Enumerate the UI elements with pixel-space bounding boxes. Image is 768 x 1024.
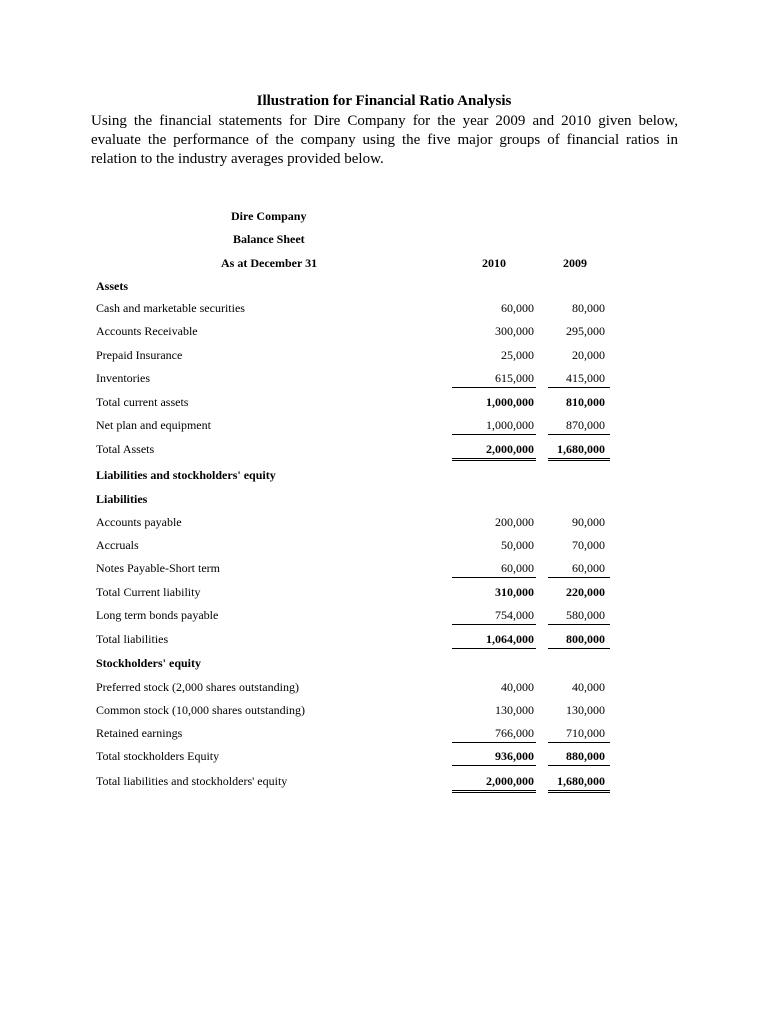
value-2009: 1,680,000 xyxy=(557,442,605,456)
cell-2010 xyxy=(452,299,536,317)
cell-2010 xyxy=(452,440,536,461)
row-label: Total stockholders Equity xyxy=(96,749,220,763)
year-header-2010: 2010 xyxy=(482,256,506,270)
value-2009: 20,000 xyxy=(572,348,605,362)
row-label: Retained earnings xyxy=(96,726,183,740)
value-2010: 40,000 xyxy=(501,680,534,694)
table-row xyxy=(0,536,768,554)
value-2009: 800,000 xyxy=(566,632,605,646)
cell-2009 xyxy=(548,630,610,649)
company-name: Dire Company xyxy=(231,209,307,223)
table-row xyxy=(0,513,768,531)
value-2010: 936,000 xyxy=(495,749,534,763)
table-row xyxy=(0,299,768,317)
cell-2010 xyxy=(452,772,536,793)
cell-2009 xyxy=(548,678,610,696)
cell-2010 xyxy=(452,536,536,554)
cell-2009 xyxy=(548,416,610,435)
table-row xyxy=(0,583,768,601)
value-2010: 310,000 xyxy=(495,585,534,599)
table-row xyxy=(0,416,768,434)
row-label: Notes Payable-Short term xyxy=(96,561,220,575)
value-2010: 130,000 xyxy=(495,703,534,717)
row-label: Prepaid Insurance xyxy=(96,348,183,362)
cell-2010 xyxy=(452,369,536,388)
cell-2010 xyxy=(452,513,536,531)
cell-2010 xyxy=(452,701,536,719)
cell-2010 xyxy=(452,747,536,766)
table-row xyxy=(0,369,768,387)
value-2010: 60,000 xyxy=(501,561,534,575)
table-row xyxy=(0,393,768,411)
cell-2010 xyxy=(452,393,536,411)
row-label: Net plan and equipment xyxy=(96,418,211,432)
table-row xyxy=(0,630,768,648)
value-2010: 50,000 xyxy=(501,538,534,552)
section-header-row xyxy=(0,654,768,672)
cell-2009 xyxy=(548,724,610,743)
value-2009: 580,000 xyxy=(566,608,605,622)
section-header-row xyxy=(0,277,768,295)
cell-2009 xyxy=(548,583,610,601)
row-label: Total liabilities and stockholders' equity xyxy=(96,774,288,788)
cell-2010 xyxy=(452,630,536,649)
value-2010: 754,000 xyxy=(495,608,534,622)
intro-paragraph: Using the financial statements for Dire Company for the year 2009 and 2010 given below, evaluate the performance of the company using the five major groups of financial ratios in relation to the industry averages provided below. xyxy=(91,113,678,167)
table-row xyxy=(0,606,768,624)
table-row xyxy=(0,678,768,696)
cell-2009 xyxy=(548,772,610,793)
value-2009: 80,000 xyxy=(572,301,605,315)
cell-2009 xyxy=(548,393,610,411)
cell-2010 xyxy=(452,322,536,340)
value-2010: 1,000,000 xyxy=(486,395,534,409)
cell-2009 xyxy=(548,701,610,719)
table-row xyxy=(0,747,768,765)
row-label: Inventories xyxy=(96,371,150,385)
value-2009: 1,680,000 xyxy=(557,774,605,788)
statement-period: As at December 31 xyxy=(221,256,318,270)
value-2010: 2,000,000 xyxy=(486,774,534,788)
table-row xyxy=(0,440,768,458)
value-2009: 70,000 xyxy=(572,538,605,552)
section-header-label: Assets xyxy=(96,279,128,293)
value-2009: 130,000 xyxy=(566,703,605,717)
value-2009: 870,000 xyxy=(566,418,605,432)
year-header-2009: 2009 xyxy=(563,256,587,270)
row-label: Common stock (10,000 shares outstanding) xyxy=(96,703,305,717)
table-row xyxy=(0,772,768,790)
row-label: Total Current liability xyxy=(96,585,201,599)
value-2010: 1,000,000 xyxy=(486,418,534,432)
row-label: Total current assets xyxy=(96,395,189,409)
table-row xyxy=(0,322,768,340)
section-header-row xyxy=(0,490,768,508)
value-2010: 60,000 xyxy=(501,301,534,315)
cell-2009 xyxy=(548,369,610,388)
cell-2010 xyxy=(452,559,536,578)
value-2010: 25,000 xyxy=(501,348,534,362)
cell-2009 xyxy=(548,440,610,461)
value-2009: 880,000 xyxy=(566,749,605,763)
section-header-label: Liabilities xyxy=(96,492,148,506)
cell-2010 xyxy=(452,724,536,743)
cell-2010 xyxy=(452,346,536,364)
row-label: Preferred stock (2,000 shares outstanding) xyxy=(96,680,299,694)
section-header-row xyxy=(0,466,768,484)
value-2009: 90,000 xyxy=(572,515,605,529)
value-2009: 60,000 xyxy=(572,561,605,575)
row-label: Total Assets xyxy=(96,442,155,456)
table-row xyxy=(0,724,768,742)
cell-2009 xyxy=(548,346,610,364)
value-2010: 1,064,000 xyxy=(486,632,534,646)
cell-2009 xyxy=(548,559,610,578)
table-row xyxy=(0,701,768,719)
section-header-label: Liabilities and stockholders' equity xyxy=(96,468,276,482)
statement-title: Balance Sheet xyxy=(233,232,305,246)
cell-2010 xyxy=(452,416,536,435)
value-2009: 295,000 xyxy=(566,324,605,338)
value-2009: 40,000 xyxy=(572,680,605,694)
cell-2009 xyxy=(548,513,610,531)
cell-2010 xyxy=(452,583,536,601)
row-label: Accounts Receivable xyxy=(96,324,198,338)
value-2009: 810,000 xyxy=(566,395,605,409)
row-label: Cash and marketable securities xyxy=(96,301,245,315)
value-2010: 300,000 xyxy=(495,324,534,338)
cell-2009 xyxy=(548,606,610,625)
page-title: Illustration for Financial Ratio Analysis xyxy=(256,93,512,109)
value-2010: 2,000,000 xyxy=(486,442,534,456)
cell-2009 xyxy=(548,747,610,766)
table-row xyxy=(0,346,768,364)
value-2010: 766,000 xyxy=(495,726,534,740)
row-label: Total liabilities xyxy=(96,632,169,646)
value-2009: 415,000 xyxy=(566,371,605,385)
value-2009: 220,000 xyxy=(566,585,605,599)
row-label: Accruals xyxy=(96,538,139,552)
cell-2010 xyxy=(452,606,536,625)
value-2010: 200,000 xyxy=(495,515,534,529)
value-2009: 710,000 xyxy=(566,726,605,740)
row-label: Long term bonds payable xyxy=(96,608,219,622)
table-row xyxy=(0,559,768,577)
cell-2009 xyxy=(548,536,610,554)
cell-2009 xyxy=(548,322,610,340)
cell-2009 xyxy=(548,299,610,317)
cell-2010 xyxy=(452,678,536,696)
value-2010: 615,000 xyxy=(495,371,534,385)
section-header-label: Stockholders' equity xyxy=(96,656,202,670)
row-label: Accounts payable xyxy=(96,515,182,529)
